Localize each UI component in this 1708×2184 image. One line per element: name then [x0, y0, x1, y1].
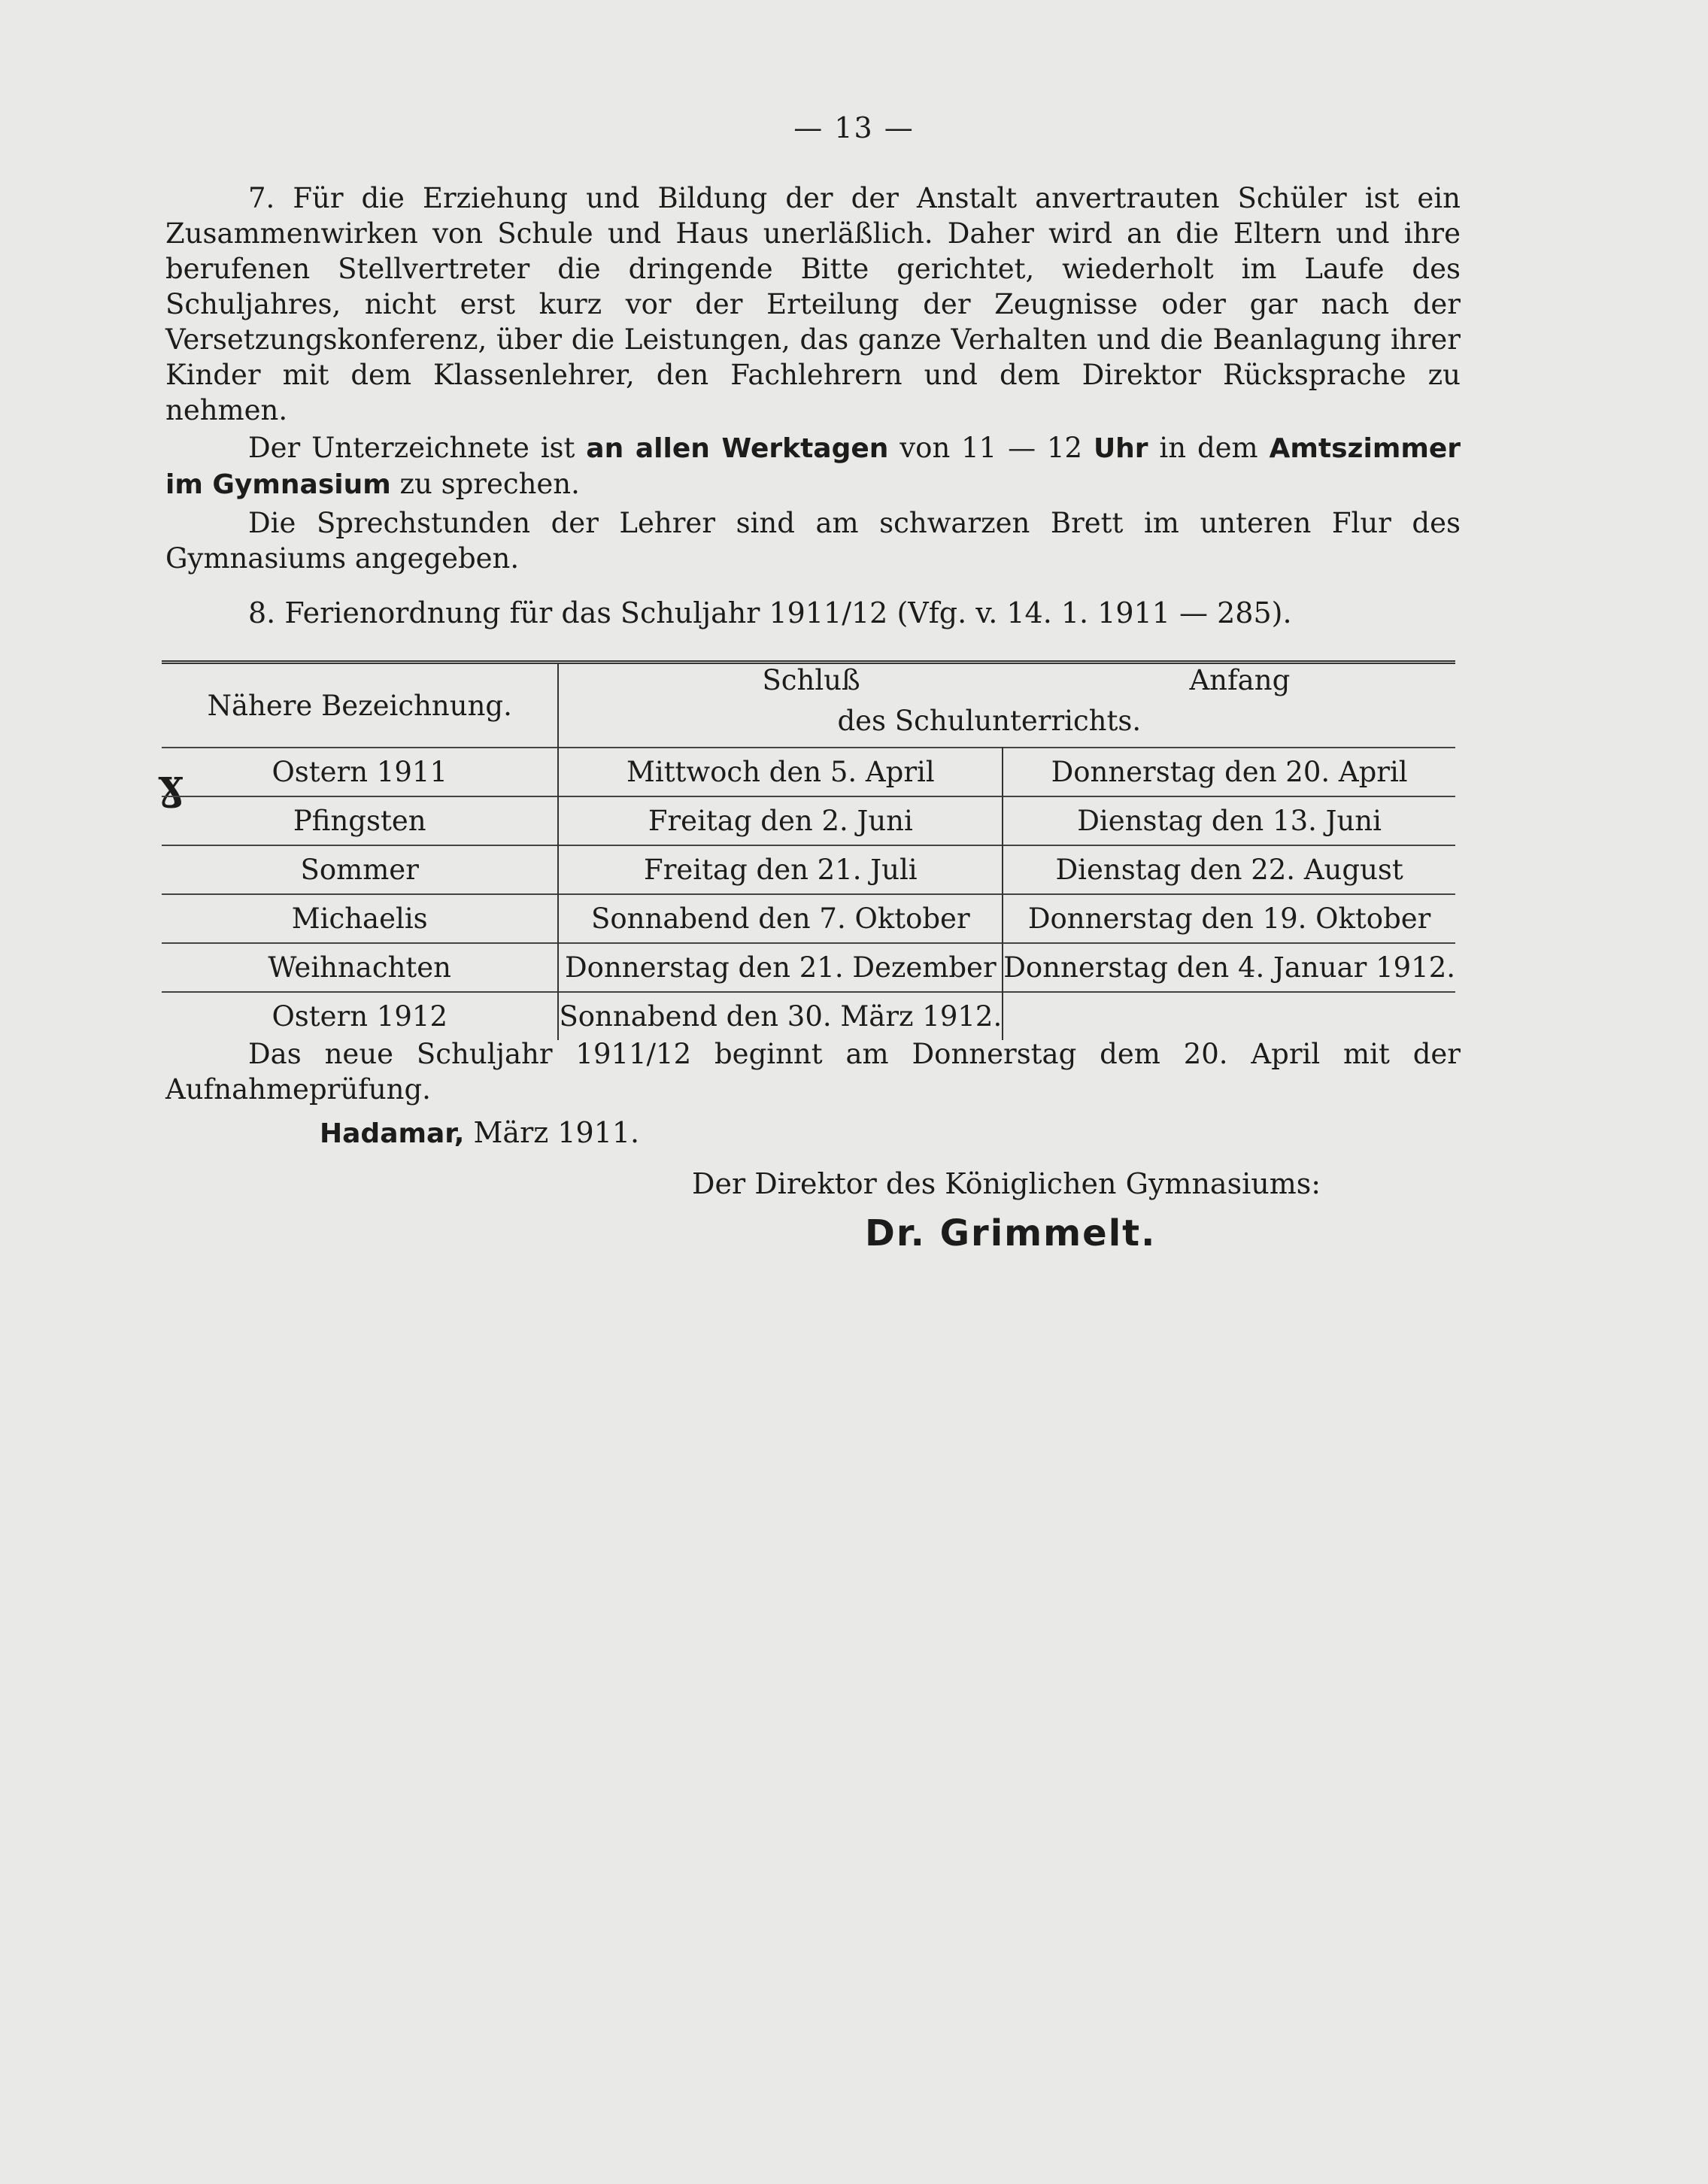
row-start: Donnerstag den 4. Januar 1912.	[1003, 943, 1455, 992]
table-row	[162, 943, 1455, 992]
office-hours-text-1: Der Unterzeichnete ist	[248, 432, 587, 464]
teacher-hours-paragraph	[165, 505, 1461, 576]
table-row	[162, 796, 1455, 845]
row-start	[1003, 992, 1455, 1040]
teacher-hours-text: Die Sprechstunden der Lehrer sind am schwarzen Brett im unteren Flur des Gymnasiums angegeben.	[165, 507, 1461, 575]
table-row	[162, 992, 1455, 1040]
holiday-table	[162, 660, 1455, 1040]
row-name: Sommer	[300, 854, 419, 886]
office-hours-uhr: Uhr	[1093, 433, 1148, 464]
table-row	[162, 748, 1455, 796]
row-name: Michaelis	[291, 902, 428, 935]
row-name: Ostern 1911	[272, 756, 447, 788]
section-8-text: 8. Ferienordnung für das Schuljahr 1911/12 (Vfg. v. 14. 1. 1911 — 285).	[248, 596, 1292, 629]
section-7-paragraph	[165, 180, 1461, 428]
date: März 1911.	[464, 1116, 640, 1149]
row-start: Donnerstag den 20. April	[1003, 748, 1455, 796]
office-hours-text-3: in dem	[1148, 432, 1270, 464]
row-end: Freitag den 2. Juni	[558, 796, 1003, 845]
row-end: Mittwoch den 5. April	[558, 748, 1003, 796]
header-start: Anfang	[1189, 664, 1291, 696]
row-name: Weihnachten	[268, 951, 452, 984]
section-7-text: 7. Für die Erziehung und Bildung der der Anstalt anvertrauten Schüler ist ein Zusammenwirken von Schule und Haus unerläßlich. Daher wird an die Eltern und ihre berufenen Stellvertreter die dringende Bitte gerichtet, wiederholt im Laufe des Schuljahres, nicht erst kurz vor der Erteilung der Zeugnisse oder gar nach der Versetzungskonferenz, über die Leistungen, das ganze Verhalten und die Beanlagung ihrer Kinder mit dem Klassenlehrer, den Fachlehrern und dem Direktor Rücksprache zu nehmen.	[165, 182, 1461, 426]
header-school-lessons	[558, 663, 1455, 748]
section-8-heading	[165, 596, 1461, 631]
office-hours-paragraph	[165, 430, 1461, 502]
office-hours-text-4: zu sprechen.	[390, 468, 580, 500]
table-row	[162, 894, 1455, 943]
signer-name: Dr. Grimmelt.	[865, 1212, 1157, 1254]
row-end: Sonnabend den 7. Oktober	[558, 894, 1003, 943]
place-date-line	[320, 1116, 639, 1149]
table-row	[162, 845, 1455, 894]
row-name: Pfingsten	[293, 805, 426, 837]
row-end: Donnerstag den 21. Dezember	[558, 943, 1003, 992]
row-end: Freitag den 21. Juli	[558, 845, 1003, 894]
office-hours-days: an allen Werktagen	[586, 433, 889, 464]
page-number: — 13 —	[793, 111, 915, 144]
table-header-row	[162, 663, 1455, 748]
header-sub: des Schulunterrichts.	[837, 705, 1142, 737]
place: Hadamar,	[320, 1118, 465, 1149]
row-name: Ostern 1912	[272, 1000, 447, 1033]
signer-title: Der Direktor des Königlichen Gymnasiums:	[692, 1167, 1321, 1200]
row-start: Dienstag den 13. Juni	[1003, 796, 1455, 845]
office-hours-room: Amtszimmer im Gymnasium	[165, 433, 1461, 500]
row-start: Dienstag den 22. August	[1003, 845, 1455, 894]
row-start: Donnerstag den 19. Oktober	[1003, 894, 1455, 943]
header-designation: Nähere Bezeichnung.	[207, 689, 512, 722]
office-hours-text-2: von 11 — 12	[888, 432, 1094, 464]
header-end: Schluß	[762, 664, 860, 696]
new-school-year-paragraph	[165, 1036, 1461, 1107]
new-school-year-text: Das neue Schuljahr 1911/12 beginnt am Donnerstag dem 20. April mit der Aufnahmeprüfung.	[165, 1038, 1461, 1106]
row-end: Sonnabend den 30. März 1912.	[558, 992, 1003, 1040]
margin-mark: ɣ	[158, 760, 184, 809]
